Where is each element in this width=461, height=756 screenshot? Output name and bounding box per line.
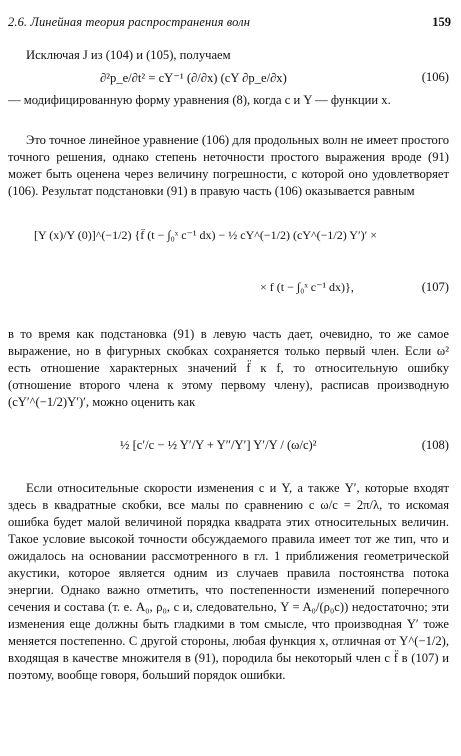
paragraph-4: Если относительные скорости изменения c и Y, а также Y′, которые входят здесь в квадратные скобки, все малы по сравнению с ω/c = 2π/λ, то искомая ошибка будет малой величиной порядка квадрата этих относительных величин. Такое условие высокой точности обсуждаемого правила имеет тот же тип, что и ожидалось на основании рассмотренного в гл. 1 приближения геометрической акустики, которое является одним из случаев правила постоянства потока энергии. Однако важно отметить, что постепенности изменений поперечного сечения и состава (т. е. A₀, ρ₀, c и, следовательно, Y = A₀/(ρ₀c)) недостаточно; эти изменения еще должны быть гладкими в том смысле, что производная Y′ тоже меняется постепенно. С другой стороны, любая функция x, отличная от Y^(−1/2), входящая в качестве множителя в (91), породила бы некоторый член с f̈ в (107) и поэтому, вообще говоря, больший порядок ошибки. xyxy=(8,481,449,682)
equation-107-line2: × f (t − ∫₀ˣ c⁻¹ dx)}, xyxy=(260,280,354,294)
equation-107-line1: [Y (x)/Y (0)]^(−1/2) {f̈ (t − ∫₀ˣ c⁻¹ dx) − ½ cY^(−1/2) (cY^(−1/2) Y′)′ × xyxy=(34,228,377,242)
eq108-number: (108) xyxy=(421,438,449,452)
eq106-number: (106) xyxy=(421,70,449,84)
paragraph-3: в то время как подстановка (91) в левую часть дает, очевидно, то же самое выражение, но в фигурных скобках сохраняется только первый член. Если ω² есть отношение характерных значений f̈ к f, то относительную ошибку (отношение второго члена к этому первому члену), расписав производную (cY′^(−1/2)Y′)′, можно оценить как xyxy=(8,327,449,409)
paragraph-2: Это точное линейное уравнение (106) для продольных волн не имеет простого точного решения, однако степень неточности простого выражения вроде (91) может быть оценена через величину погрешности, с которой оно удовлетворяет (106). Результат подстановки (91) в правую часть (106) оказывается равным xyxy=(8,133,449,198)
eq106-formula: ∂²p_e/∂t² = cY⁻¹ (∂/∂x) (cY ∂p_e/∂x) xyxy=(100,71,287,85)
intro-line: Исключая J из (104) и (105), получаем xyxy=(26,48,231,62)
page-number: 159 xyxy=(432,15,451,29)
equation-106 xyxy=(100,70,287,86)
section-title: 2.6. Линейная теория распространения волн xyxy=(8,15,251,29)
paragraph-1: — модифицированную форму уравнения (8), когда c и Y — функции x. xyxy=(8,93,391,107)
running-header xyxy=(8,15,451,35)
eq107-number: (107) xyxy=(421,280,449,294)
equation-108: ½ [c′/c − ½ Y′/Y + Y″/Y′] Y′/Y / (ω/c)² xyxy=(120,438,317,452)
